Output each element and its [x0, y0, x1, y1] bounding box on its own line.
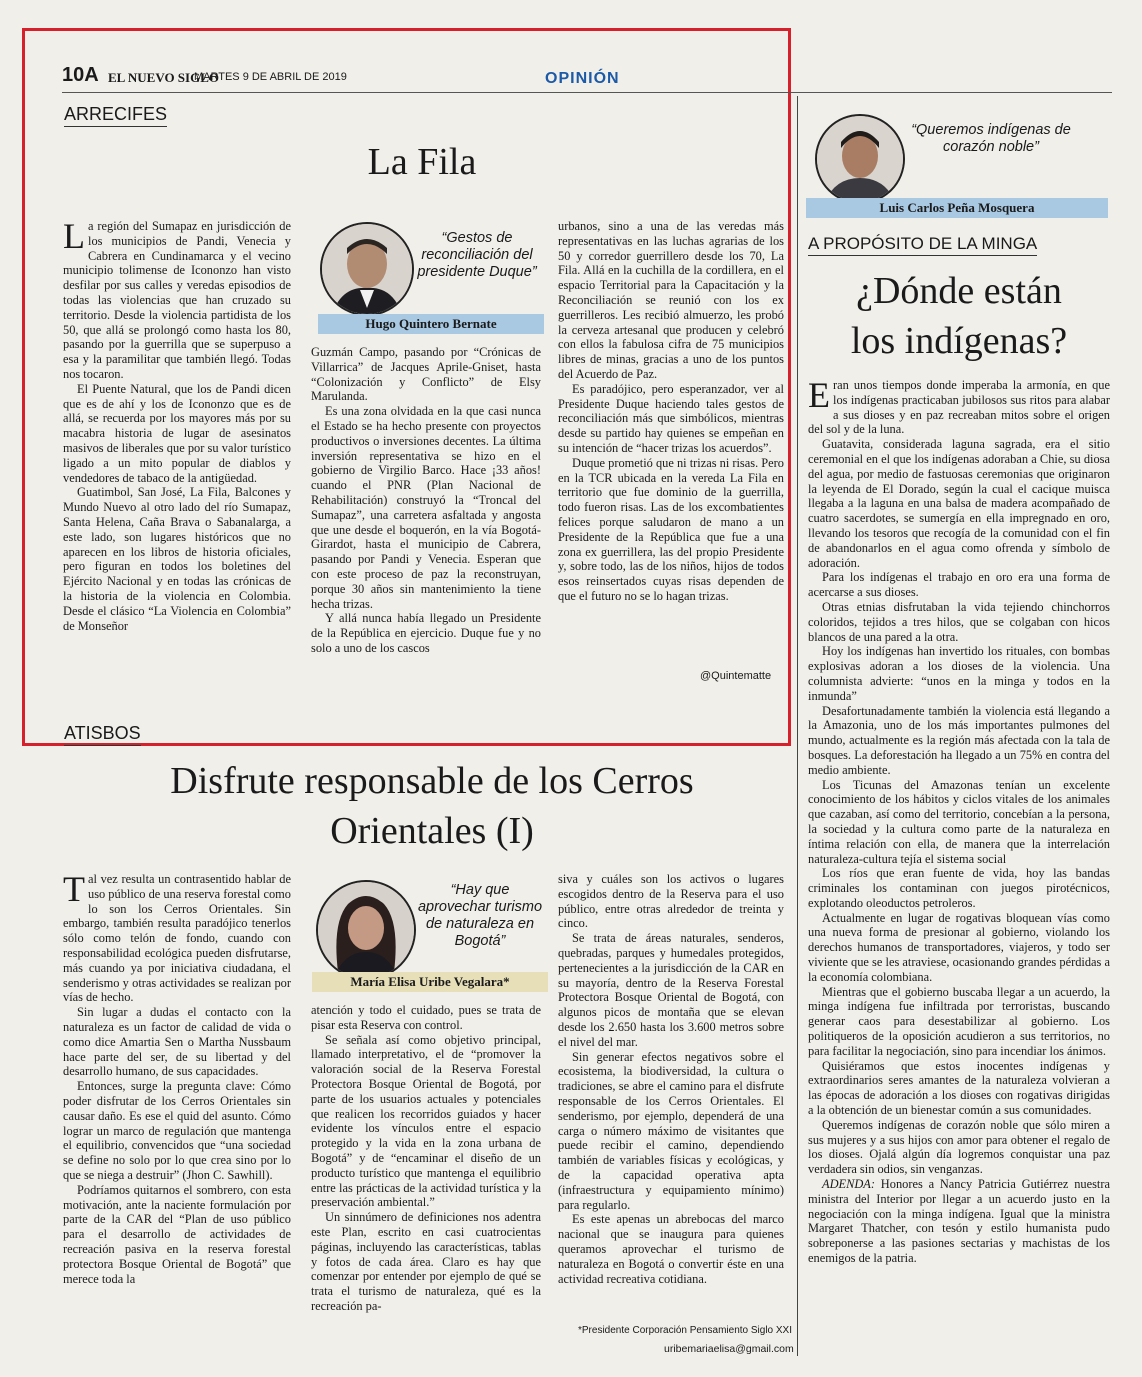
paragraph: El Puente Natural, que los de Pandi dicen que es de ahí y los de Icononzo que es de allá, se recuerda por los mayores más por su macabra historia de lugar de asesinatos masivos de liberales que por su valor turístico ligado a un mito popular de diablos y vendedores de tabaco de la antigüedad. — [63, 381, 291, 485]
article3-body — [808, 375, 1110, 1266]
paragraph: Y allá nunca había llegado un Presidente de la República en ejercicio. Duque fue y no solo a uno de los cascos — [311, 611, 541, 655]
author1-quote: “Gestos de reconciliación del presidente Duque” — [417, 230, 537, 280]
addenda-label: ADENDA: — [822, 1177, 875, 1192]
paragraph: Entonces, surge la pregunta clave: Cómo poder disfrutar de los Cerros Orientales sin causar daño. Es ese el quid del asunto. Cómo lograr un marco de regulación que mantenga el equilibrio, convencidos que “una sociedad se define no solo por lo que crea sino por lo que se niega a destruir” (Jhon C. Sawhill). — [63, 1079, 291, 1182]
paragraph: Desafortunadamente también la violencia está llegando a la Amazonia, uno de los más importantes pulmones del mundo, actualmente es la región más afectada con la tala de bosques. La deforestación ha llegado a un 75% en contra del medio ambiente. — [808, 703, 1110, 777]
article1-column-1 — [63, 216, 291, 633]
author1-handle: @Quintematte — [700, 670, 772, 682]
newspaper-name: EL NUEVO SIGLO — [108, 70, 219, 85]
article3-title-line1: ¿Dónde están — [856, 270, 1062, 312]
paragraph: Queremos indígenas de corazón noble que sólo miren a sus mujeres y a sus hijos con amor para obtener el regalo de los dioses. Ojalá algún día logremos conquistar una paz verdadera sin odios, sin venganzas. — [808, 1117, 1110, 1177]
paragraph: Sin lugar a dudas el contacto con la naturaleza es un factor de calidad de vida o como dice Amartia Sen o Martha Nussbaum hace parte del ser, de su libertad y del desarrollo humano, de sus capacidades. — [63, 1005, 291, 1079]
paragraph: Es este apenas un abrebocas del marco nacional que se inaugura para quienes queramos aprovechar el turismo de naturaleza en Bogotá o convertir éste en una actividad recreativa cotidiana. — [558, 1212, 784, 1286]
paragraph: al vez resulta un contrasentido hablar de uso público de una reserva forestal como lo son los Cerros Orientales. Sin embargo, también resulta paradójico tenerlos sólo como telón de fondo, cuando con responsabilidad ecológica pueden disfrutarse, más cuando ya por iniciativa ciudadana, el senderismo y otras actividades se realizan por vías de hecho. — [63, 872, 291, 1005]
author2-footnote: *Presidente Corporación Pensamiento Siglo XXI — [578, 1325, 793, 1336]
paragraph: ran unos tiempos donde imperaba la armonía, en que los indígenas practicaban jubilosos sus ritos para alabar a sus dioses y en paz recreaban mitos sobre el origen del sol y de la luna. — [808, 378, 1110, 437]
paragraph: urbanos, sino a una de las veredas más representativas en las luchas agrarias de los 50 y corredor guerrillero desde los 70, La Fila. Allá en la cuchilla de la cordillera, en el espacio Territorial para la Capacitación y la Reconciliación se reunió con los ex guerrilleros. Les recibió almuerzo, les probó la cerveza artesanal que producen y celebró con ellos la fabulosa cifra de 75 municipios libres de minas, gracias a uno de los puntos del Acuerdo de Paz. — [558, 219, 784, 381]
author3-name: Luis Carlos Peña Mosquera — [806, 198, 1108, 218]
article3-title-line2: los indígenas? — [850, 320, 1068, 362]
paragraph: Podríamos quitarnos el sombrero, con esta motivación, ante la naciente formulación por parte de la CAR del “Plan de uso público para el desarrollo de actividades de recreación pasiva en la reserva forestal protectora Bosque Oriental de Bogotá” que merece toda la — [63, 1182, 291, 1286]
section-name: OPINIÓN — [545, 70, 620, 87]
paragraph: Guatavita, considerada laguna sagrada, era el sitio ceremonial en el que los indígenas adoraban a Chie, su diosa del agua, por medio de fastuosas ceremonias que originaron la leyenda de El Dorado, según la cual el cacique muisca llegaba a la laguna en una balsa de madera acompañado de cuatro sacerdotes, se sumergía en ella impregnado en oro, llevando los tesoros que recogía de la comunidad con el fin de abandonarlos en el agua como ofrenda y símbolo de adoración. — [808, 437, 1110, 570]
paragraph: Actualmente en lugar de rogativas bloquean vías como una nueva forma de presionar al gobierno, violando los derechos humanos de transportadores, viajeros, y todo ser viviente que se les atraviese, ocasionando grandes pérdidas a la economía colombiana. — [808, 910, 1110, 984]
paragraph: Se trata de áreas naturales, senderos, quebradas, parques y humedales protegidos, pertenecientes a la jurisdicción de la CAR en su mayoría, dentro de la Reserva Forestal Protectora Bosque Oriental de Bogotá, con algunos picos de montaña que se elevan desde los 2.650 hasta los 3.600 metros sobre el nivel del mar. — [558, 931, 784, 1049]
article3-kicker: A PROPÓSITO DE LA MINGA — [808, 234, 1037, 256]
author2-name: María Elisa Uribe Vegalara* — [312, 972, 548, 992]
paragraph: Es paradójico, pero esperanzador, ver al Presidente Duque haciendo tales gestos de reconciliación más que simbólicos, mientras desde su partido hay quienes se empeñan en su intención de “hacer trizas los acuerdos”. — [558, 381, 784, 455]
paragraph: Los ríos que eran fuente de vida, hoy las bandas criminales los contaminan con juegos pirotécnicos, explotando oleoductos petroleros. — [808, 866, 1110, 910]
drop-cap: E — [808, 375, 830, 415]
paragraph: Es una zona olvidada en la que casi nunca el Estado se ha hecho presente con proyectos productivos o inversiones decentes. La última inversión representativa se hizo en el gobierno de Virgilio Barco. Hace ¡33 años! cuando el PNR (Plan Nacional de Rehabilitación) construyó la “Troncal del Sumapaz”, una carretera asfaltada y angosta que une desde el boquerón, en la vía Bogotá-Girardot, hasta el municipio de Cabrera, pasando por Pandi y Venecia. Esperan que con este proceso de paz la reconstruyan, porque 30 años sin mantenimiento la tiene hecha trizas. — [311, 404, 541, 611]
author2-quote: “Hay que aprovechar turismo de naturaleza en Bogotá” — [417, 882, 543, 949]
article1-title: La Fila — [367, 141, 477, 183]
paragraph: Mientras que el gobierno buscaba llegar a un acuerdo, la minga indígena fue infiltrada por terroristas, buscando generar caos para desestabilizar al gobierno. Los politiqueros de la oposición acudieron a sus territorios, no para facilitar la negociación, sino para incendiar los ánimos. — [808, 984, 1110, 1058]
issue-date: MARTES 9 DE ABRIL DE 2019 — [194, 71, 347, 83]
article1-kicker: ARRECIFES — [64, 104, 167, 127]
article2-kicker: ATISBOS — [64, 723, 141, 746]
author2-email: uribemariaelisa@gmail.com — [664, 1343, 794, 1355]
paragraph: Guzmán Campo, pasando por “Crónicas de Villarrica” de Jacques Aprile-Gniset, hasta “Colonización y Conflicto” de Elsy Marulanda. — [311, 345, 541, 404]
article1-column-2 — [311, 345, 541, 656]
article2-title — [62, 756, 802, 856]
page-number: 10A — [62, 64, 99, 86]
author-photo — [316, 880, 416, 980]
paragraph: Sin generar efectos negativos sobre el ecosistema, la biodiversidad, la cultura o tradiciones, se abre el camino para el disfrute responsable de los Cerros Orientales. El senderismo, por ejemplo, dependerá de una carga o número máximo de visitantes que puede recibir el camino, dependiendo también de variables físicas y ecológicas, y de la capacidad operativa apta (infraestructura y equipamiento mínimo) para regularlo. — [558, 1049, 784, 1212]
article2-column-3 — [558, 872, 784, 1286]
author1-name: Hugo Quintero Bernate — [318, 314, 544, 334]
paragraph: Hoy los indígenas han invertido los rituales, con bombas explosivas adoran a los dioses de la violencia. Una columnista advierte: “unos en la minga y todos en la inmunda” — [808, 644, 1110, 703]
paragraph: Un sinnúmero de definiciones nos adentra este Plan, escrito en casi cuatrocientas páginas, incluyendo las características, tablas y fotos de cada área. Claro es hay que comenzar por entender por ejemplo de qué se trata el turismo de naturaleza, qué es la recreación pa- — [311, 1210, 541, 1313]
author-photo — [815, 114, 905, 204]
addenda-text: Honores a Nancy Patricia Gutiérrez nuestra ministra del Interior por llegar a un acuerdo justo en la negociación con la minga indígena. Igual que la ministra Margaret Thatcher, con tesón y estilo humanista pudo sobreponerse a las pasiones sectarias y machistas de los enemigos de la patria. — [808, 1177, 1110, 1266]
article3-title — [806, 266, 1112, 366]
paragraph: Duque prometió que ni trizas ni risas. Pero en la TCR ubicada en la vereda La Fila en territorio que fue dominio de la guerrilla, todo fueron risas. Las de los excombatientes felices porque saludaron de mano a un Presidente de la República que fue a una zona ex guerrillera, las del propio Presidente y, sobre todo, las de los niños, hijos de todos esos reinsertados cuyas risas dependen de que el futuro no se lo hagan trizas. — [558, 455, 784, 603]
paragraph: a región del Sumapaz en jurisdicción de los municipios de Pandi, Venecia y Cabrera en Cundinamarca y el vecino municipio tolimense de Icononzo han visto desfilar por sus calles y veredas episodios de todas las violencias que han cruzado su territorio. Desde la violencia partidista de los 50, que allá se prolongó como hasta los 80, pasando por la guerrilla que se superpuso a esa y la paramilitar que también llegó. Todas nos tocaron. — [63, 219, 291, 381]
drop-cap: T — [63, 869, 85, 909]
addenda — [808, 1177, 1110, 1266]
column-divider — [797, 96, 798, 1356]
paragraph: Quisiéramos que estos inocentes indígenas y extraordinarios seres amantes de la naturaleza volvieran a las épocas de adoración a los dioses con rogativas dirigidas a la obtención de un bienestar común a sus comunidades. — [808, 1058, 1110, 1118]
paragraph: Se señala así como objetivo principal, llamado interpretativo, el de “promover la valoración social de la Reserva Forestal Protectora Bosque Oriental de Bogotá, por parte de los usuarios actuales y potenciales que realicen los recorridos guiados y hacer evidente los vínculos entre el espacio protegido y la vida en la zona urbana de Bogotá” y de “encaminar el diseño de un producto turístico que mantenga el equilibrio entre las prácticas de la actividad turística y la preservación ambiental.” — [311, 1032, 541, 1210]
paragraph: Guatimbol, San José, La Fila, Balcones y Mundo Nuevo al otro lado del río Sumapaz, Santa Helena, Caña Brava o Sabanalarga, a este lado, son lugares históricos que no aparecen en los libros de historia oficiales, pero figuran en todos los boletines del Ejército Nacional y en todas las crónicas de la historia de la violencia en Colombia. Desde el clásico “La Violencia en Colombia” de Monseñor — [63, 485, 291, 633]
article2-title-line1: Disfrute responsable de los Cerros — [170, 760, 694, 802]
author-photo — [320, 222, 414, 316]
paragraph: Para los indígenas el trabajo en oro era una forma de acercarse a sus dioses. — [808, 570, 1110, 600]
paragraph: Los Ticunas del Amazonas tenían un excelente conocimiento de los hábitos y ciclos vitales de los animales que cazaban, así como del territorio, concebían a la persona, la sociedad y la cultura como parte de la naturaleza en íntima relación con ella, de manera que la interrelación naturaleza-cultura tejía el sistema social — [808, 777, 1110, 866]
article2-title-line2: Orientales (I) — [330, 810, 534, 852]
paragraph: siva y cuáles son los activos o lugares escogidos dentro de la Reserva para el uso público, entre otras alrededor de treinta y cinco. — [558, 872, 784, 931]
paragraph: atención y todo el cuidado, pues se trata de pisar esta Reserva con control. — [311, 1003, 541, 1032]
article2-column-2 — [311, 1003, 541, 1314]
article2-column-1 — [63, 869, 291, 1286]
drop-cap: L — [63, 216, 85, 256]
article1-column-3 — [558, 219, 784, 604]
author3-quote: “Queremos indígenas de corazón noble” — [911, 122, 1071, 155]
paragraph: Otras etnias disfrutaban la vida tejiendo chinchorros coloridos, tejidos a tres hilos, que se colgaban con hicos blancos de una pared a la otra. — [808, 599, 1110, 644]
